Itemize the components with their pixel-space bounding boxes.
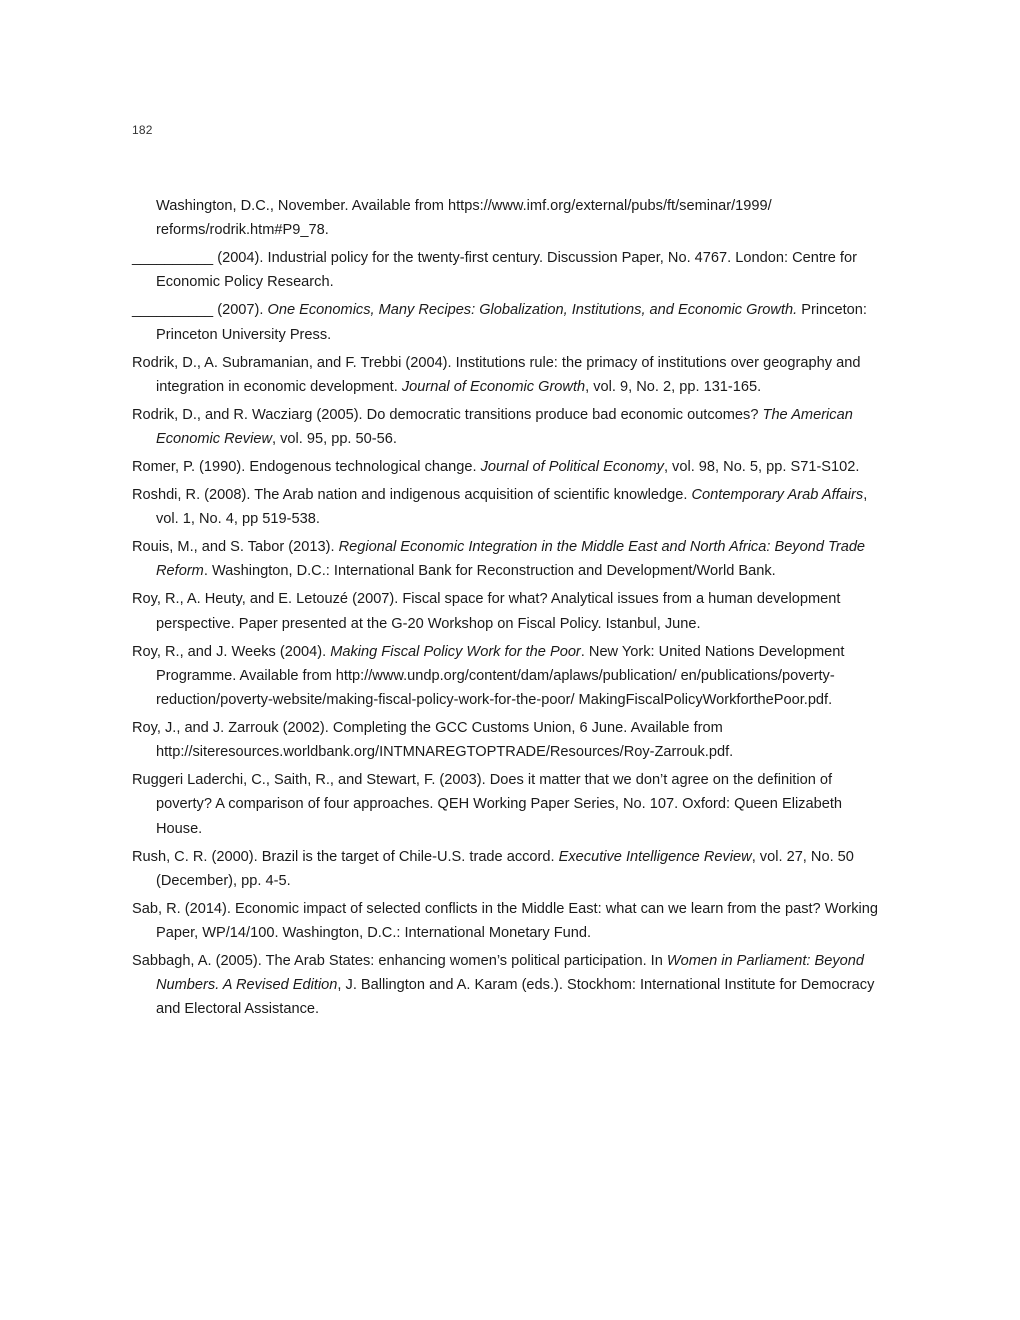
reference-title-italic: Journal of Economic Growth xyxy=(401,378,586,395)
reference-text: , vol. 1, No. 4, pp 519-538. xyxy=(156,487,868,528)
reference-entry xyxy=(132,246,884,294)
reference-text: Roshdi, R. (2008). The Arab nation and indigenous acquisition of scientific knowledge. xyxy=(132,487,692,504)
reference-entry xyxy=(132,351,884,399)
reference-title-italic: Journal of Political Economy xyxy=(480,459,664,476)
reference-entry xyxy=(132,716,884,764)
reference-text: __________ (2007). xyxy=(132,302,268,319)
reference-text: , vol. 27, No. 50 (December), pp. 4-5. xyxy=(156,848,854,889)
reference-title-italic: The American Economic Review xyxy=(156,406,853,448)
reference-title-italic: Women in Parliament: Beyond Numbers. A Revised Edition xyxy=(156,953,865,994)
reference-text: , J. Ballington and A. Karam (eds.). Stockhom: International Institute for Democracy and Electoral Assistance. xyxy=(156,977,875,1018)
reference-title-italic: Contemporary Arab Affairs xyxy=(691,487,864,504)
reference-text: , vol. 9, No. 2, pp. 131-165. xyxy=(585,378,762,395)
reference-text: Sab, R. (2014). Economic impact of selected conflicts in the Middle East: what can we learn from the past? Working Paper, WP/14/100. Washington, D.C.: International Monetary Fund. xyxy=(132,900,878,942)
page-number: 182 xyxy=(132,123,153,137)
reference-entry xyxy=(132,845,884,893)
reference-text: . New York: United Nations Development Programme. Available from http://www.undp.org/content/dam/aplaws/publication/ en/publications/poverty-reduction/poverty-website/making-fiscal-policy-work-for-the-poor/ MakingFiscalPolicyWorkforthePoor.pdf. xyxy=(156,643,845,709)
reference-text: Roy, J., and J. Zarrouk (2002). Completing the GCC Customs Union, 6 June. Available from http://siteresources.worldbank.org/INTMNAREGTOPTRADE/Resources/Roy-Zarrouk.pdf. xyxy=(132,720,734,761)
reference-entry xyxy=(132,403,884,451)
reference-text: Romer, P. (1990). Endogenous technological change. xyxy=(132,459,481,476)
reference-text: Sabbagh, A. (2005). The Arab States: enhancing women’s political participation. In xyxy=(132,953,667,970)
reference-text: Rodrik, D., and R. Wacziarg (2005). Do democratic transitions produce bad economic outcomes? xyxy=(132,406,763,423)
reference-entry xyxy=(132,455,884,479)
reference-entry xyxy=(132,949,884,1022)
reference-title-italic: One Economics, Many Recipes: Globalization, Institutions, and Economic Growth. xyxy=(267,302,798,319)
reference-entry xyxy=(132,640,884,713)
reference-entry xyxy=(132,535,884,583)
reference-text: Princeton: Princeton University Press. xyxy=(156,302,867,343)
reference-entry xyxy=(132,768,884,841)
reference-entry xyxy=(132,298,884,346)
reference-text: Rodrik, D., A. Subramanian, and F. Trebbi (2004). Institutions rule: the primacy of institutions over geography and integration in economic development. xyxy=(132,354,861,395)
reference-entry xyxy=(132,587,884,635)
reference-list xyxy=(132,194,884,1025)
reference-title-italic: Making Fiscal Policy Work for the Poor xyxy=(330,643,581,660)
reference-text: Washington, D.C., November. Available from https://www.imf.org/external/pubs/ft/seminar/1999/ reforms/rodrik.htm#P9_78. xyxy=(156,198,772,239)
reference-text: Roy, R., A. Heuty, and E. Letouzé (2007). Fiscal space for what? Analytical issues from a human development perspective. Paper presented at the G-20 Workshop on Fiscal Policy. Istanbul, June. xyxy=(132,591,841,632)
reference-title-italic: Regional Economic Integration in the Middle East and North Africa: Beyond Trade Reform xyxy=(156,539,866,580)
reference-entry xyxy=(132,483,884,531)
reference-entry xyxy=(132,194,884,242)
reference-text: Ruggeri Laderchi, C., Saith, R., and Stewart, F. (2003). Does it matter that we don’t agree on the definition of poverty? A comparison of four approaches. QEH Working Paper Series, No. 107. Oxford: Queen Elizabeth House. xyxy=(132,772,842,837)
reference-title-italic: Executive Intelligence Review xyxy=(558,848,752,865)
reference-text: __________ (2004). Industrial policy for the twenty-first century. Discussion Paper, No. 4767. London: Centre for Economic Policy Research. xyxy=(132,250,857,291)
reference-text: Rush, C. R. (2000). Brazil is the target of Chile-U.S. trade accord. xyxy=(132,848,559,865)
reference-text: Roy, R., and J. Weeks (2004). xyxy=(132,643,331,660)
reference-text: . Washington, D.C.: International Bank for Reconstruction and Development/World Bank. xyxy=(203,563,776,580)
reference-text: Rouis, M., and S. Tabor (2013). xyxy=(132,539,339,556)
reference-text: , vol. 95, pp. 50-56. xyxy=(271,431,397,448)
reference-text: , vol. 98, No. 5, pp. S71-S102. xyxy=(663,459,860,476)
reference-entry xyxy=(132,897,884,945)
